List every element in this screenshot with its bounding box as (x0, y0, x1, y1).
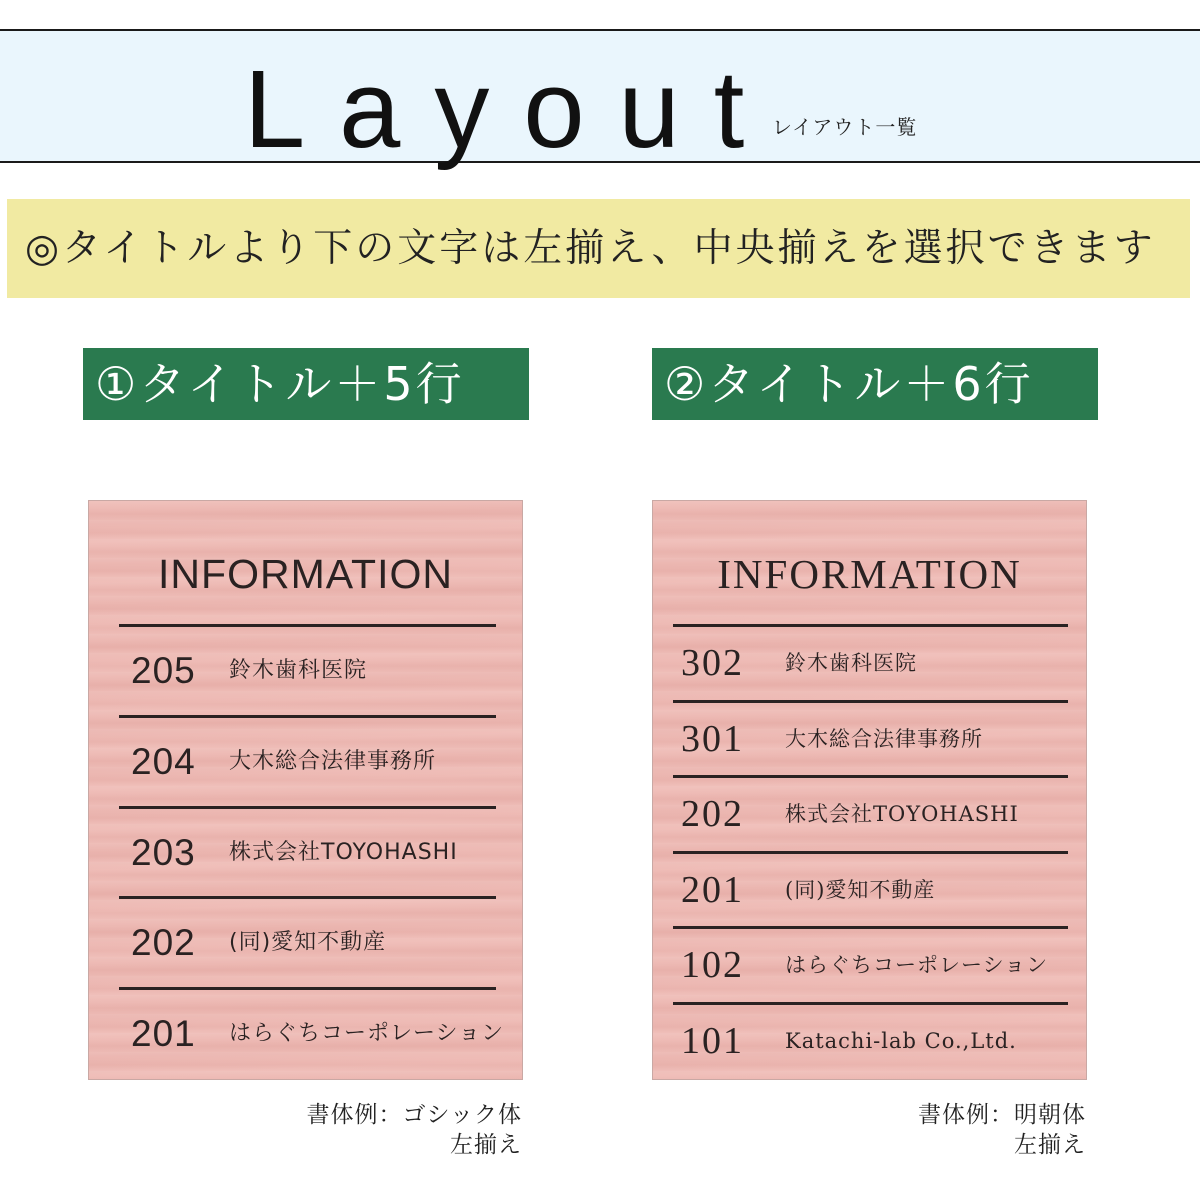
plate-divider (119, 896, 496, 899)
font-example-label: 書体例：明朝体 (918, 1102, 1086, 1128)
alignment-notice: ◎タイトルより下の文字は左揃え、中央揃えを選択できます (7, 199, 1190, 298)
font-example-label: 書体例：ゴシック体 (306, 1102, 522, 1128)
tenant-name: はらぐちコーポレーション (229, 1021, 505, 1046)
tenant-name: はらぐちコーポレーション (785, 953, 1049, 977)
room-number: 203 (131, 832, 196, 873)
layout-1-caption (200, 1100, 522, 1160)
room-number: 204 (131, 741, 196, 782)
room-number: 202 (131, 922, 196, 963)
plate-title: INFORMATION (717, 551, 1022, 597)
plate-divider (119, 806, 496, 809)
tenant-name: 大木総合法律事務所 (785, 727, 983, 751)
room-number: 202 (681, 793, 744, 835)
tenant-name: 株式会社TOYOHASHI (785, 802, 1019, 826)
alignment-label: 左揃え (450, 1132, 522, 1158)
room-number: 302 (681, 642, 744, 684)
room-number: 205 (131, 650, 196, 691)
tenant-name: 鈴木歯科医院 (785, 651, 917, 675)
plate-divider (119, 715, 496, 718)
plate-divider (673, 624, 1068, 627)
plate-divider (673, 775, 1068, 778)
plate-divider (673, 1002, 1068, 1005)
room-number: 201 (681, 869, 744, 911)
tenant-name: 大木総合法律事務所 (229, 749, 437, 774)
alignment-label: 左揃え (1014, 1132, 1086, 1158)
plate-divider (673, 700, 1068, 703)
room-number: 102 (681, 944, 744, 986)
plate-divider (673, 851, 1068, 854)
room-number: 101 (681, 1020, 744, 1062)
plate-divider (673, 926, 1068, 929)
layout-2-caption (760, 1100, 1086, 1160)
tenant-name: (同)愛知不動産 (229, 930, 387, 955)
plate-divider (119, 987, 496, 990)
tenant-name: 株式会社TOYOHASHI (229, 840, 458, 865)
layout-2-plate (652, 500, 1087, 1080)
plate-title: INFORMATION (158, 551, 453, 597)
room-number: 201 (131, 1013, 196, 1054)
layout-1-plate (88, 500, 523, 1080)
layout-1-badge: ①タイトル＋5行 (83, 348, 529, 420)
page-header (0, 29, 1200, 171)
page-subtitle: レイアウト一覧 (772, 115, 918, 139)
plate-divider (119, 624, 496, 627)
room-number: 301 (681, 718, 744, 760)
tenant-name: Katachi-lab Co.,Ltd. (785, 1029, 1017, 1053)
page-title: Layout (244, 48, 779, 171)
layout-2-badge: ②タイトル＋6行 (652, 348, 1098, 420)
tenant-name: 鈴木歯科医院 (229, 658, 368, 683)
tenant-name: (同)愛知不動産 (785, 878, 936, 902)
